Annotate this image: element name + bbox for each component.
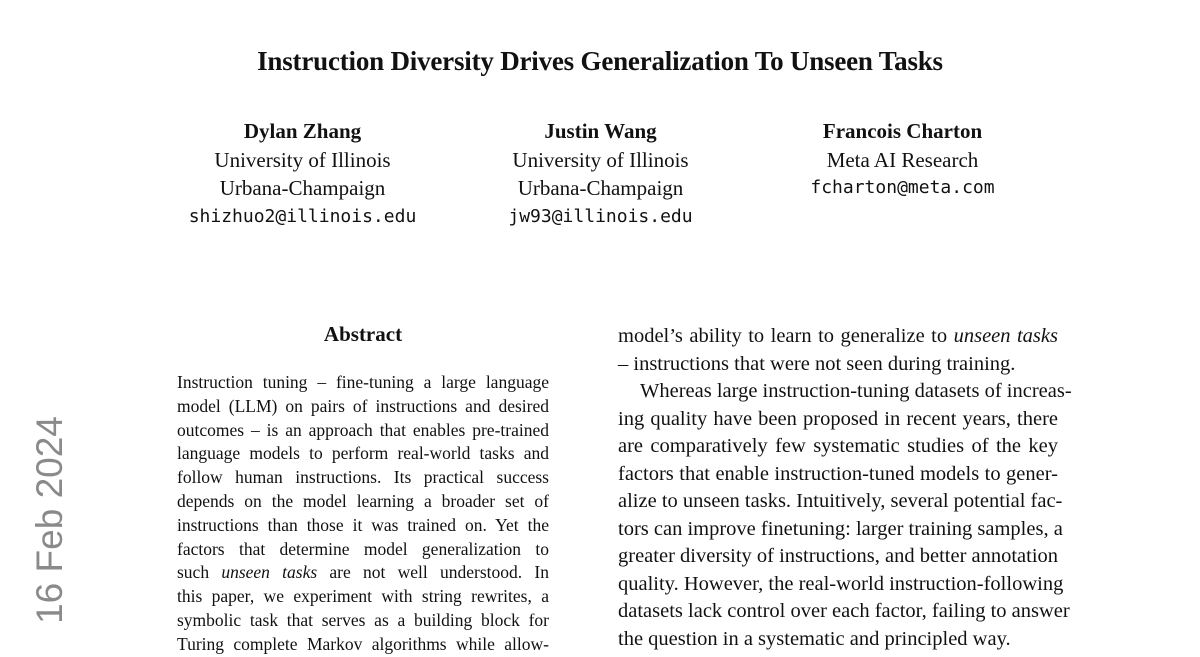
body-line: are comparatively few systematic studies of the key	[618, 435, 1058, 457]
abstract-line: this paper, we experiment with string rewrites, a	[177, 586, 549, 607]
intro-column	[618, 323, 1072, 653]
abstract-line: Instruction tuning – fine-tuning a large language	[177, 372, 549, 392]
author-name: Dylan Zhang	[243, 119, 362, 143]
body-line: datasets lack control over each factor, failing to answer	[618, 600, 1070, 622]
abstract-line	[177, 561, 549, 585]
body-line: alize to unseen tasks. Intuitively, several potential fac-	[618, 490, 1063, 512]
abstract-heading: Abstract	[323, 322, 403, 346]
body-line	[618, 323, 1058, 351]
abstract-line: follow human instructions. Its practical success	[177, 467, 549, 488]
author-affiliation: Urbana-Champaign	[517, 176, 684, 200]
author-affiliation: University of Illinois	[512, 147, 689, 172]
author-affiliation: Urbana-Champaign	[219, 176, 386, 200]
author-block-justin-wang	[458, 117, 743, 231]
author-email: jw93@illinois.edu	[508, 205, 693, 227]
abstract-line: symbolic task that serves as a building block for	[177, 609, 549, 630]
paper-title: Instruction Diversity Drives Generalization To Unseen Tasks	[257, 46, 943, 76]
arxiv-date-stamp: 16 Feb 2024	[29, 416, 70, 624]
body-line: – instructions that were not seen during training.	[618, 352, 1016, 375]
body-line: ing quality have been proposed in recent years, there	[618, 407, 1058, 430]
author-name: Francois Charton	[822, 119, 983, 143]
abstract-emphasis: unseen tasks	[221, 562, 318, 583]
author-email: shizhuo2@illinois.edu	[188, 205, 417, 227]
author-name: Justin Wang	[544, 119, 657, 143]
body-line: tors can improve finetuning: larger training samples, a	[618, 517, 1063, 540]
author-block-dylan-zhang	[160, 117, 445, 231]
author-email: fcharton@meta.com	[810, 177, 995, 198]
abstract-body	[177, 371, 549, 657]
body-line: Whereas large instruction-tuning datasets of increas-	[640, 380, 1072, 402]
abstract-text: such	[177, 562, 222, 583]
author-affiliation: University of Illinois	[214, 147, 391, 172]
body-line: greater diversity of instructions, and better annotation	[618, 545, 1059, 567]
abstract-line: model (LLM) on pairs of instructions and desired	[177, 395, 549, 416]
body-text: model’s ability to learn to generalize to	[618, 325, 954, 347]
abstract-line: Turing complete Markov algorithms while allow-	[177, 633, 549, 654]
body-line: quality. However, the real-world instruction-following	[618, 572, 1064, 595]
abstract-line: language models to perform real-world tasks and	[177, 443, 549, 464]
abstract-line: outcomes – is an approach that enables pre-trained	[177, 419, 549, 440]
abstract-line: instructions than those it was trained on. Yet the	[177, 514, 549, 535]
body-emphasis: unseen tasks	[953, 325, 1058, 347]
body-line: factors that enable instruction-tuned models to gener-	[618, 462, 1058, 485]
author-block-francois-charton	[760, 117, 1045, 203]
author-affiliation: Meta AI Research	[826, 147, 979, 172]
abstract-text: are not well understood. In	[317, 562, 549, 583]
body-line: the question in a systematic and principled way.	[618, 627, 1011, 650]
abstract-line: factors that determine model generalization to	[177, 538, 549, 559]
abstract-line: depends on the model learning a broader set of	[177, 490, 549, 511]
